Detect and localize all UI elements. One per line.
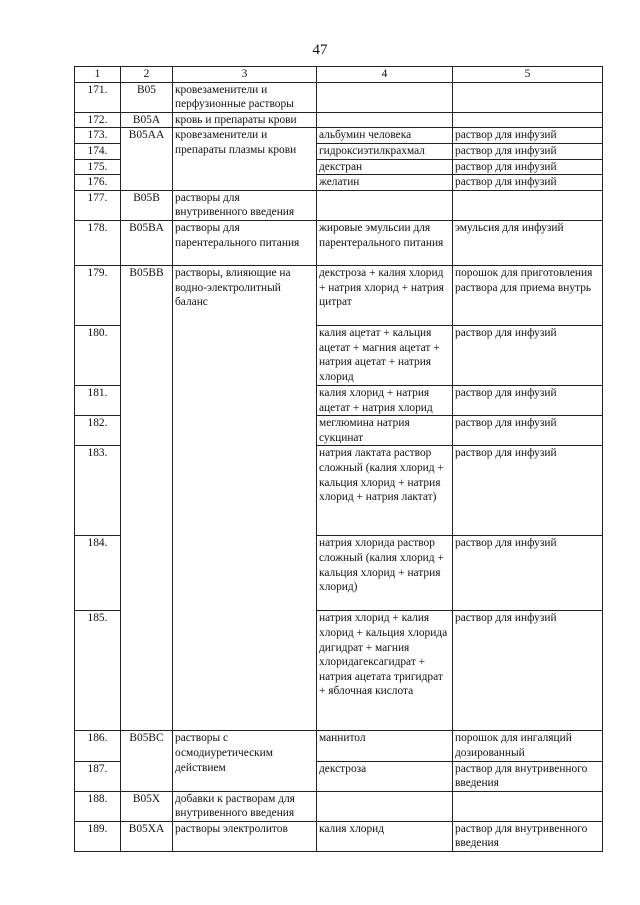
drug-name bbox=[317, 791, 453, 821]
table-row bbox=[75, 82, 603, 112]
atc-code: B05 bbox=[121, 82, 173, 112]
row-number: 182. bbox=[75, 416, 121, 446]
row-number: 185. bbox=[75, 611, 121, 731]
page-number: 47 bbox=[312, 42, 328, 58]
table-row bbox=[75, 791, 603, 821]
header-col-3: 3 bbox=[173, 67, 317, 83]
header-col-4: 4 bbox=[317, 67, 453, 83]
dosage-form: раствор для инфузий bbox=[453, 611, 603, 731]
dosage-form: раствор для инфузий bbox=[453, 446, 603, 536]
dosage-form: порошок для приготовления раствора для приема внутрь bbox=[453, 265, 603, 325]
row-number: 172. bbox=[75, 112, 121, 128]
drug-list-table bbox=[74, 66, 603, 852]
atc-group: растворы, влияющие на водно-электролитный баланс bbox=[173, 265, 317, 730]
dosage-form: раствор для инфузий bbox=[453, 536, 603, 611]
row-number: 188. bbox=[75, 791, 121, 821]
atc-code: B05B bbox=[121, 190, 173, 220]
table-row bbox=[75, 731, 603, 761]
row-number: 180. bbox=[75, 325, 121, 385]
row-number: 173. bbox=[75, 128, 121, 144]
atc-group: растворы для внутривенного введения bbox=[173, 190, 317, 220]
dosage-form: раствор для внутривенного введения bbox=[453, 821, 603, 851]
atc-code: B05BA bbox=[121, 220, 173, 265]
atc-group: кровь и препараты крови bbox=[173, 112, 317, 128]
row-number: 178. bbox=[75, 220, 121, 265]
drug-name: калия хлорид + натрия ацетат + натрия хлорид bbox=[317, 385, 453, 415]
header-col-5: 5 bbox=[453, 67, 603, 83]
drug-name: декстроза + калия хлорид + натрия хлорид + натрия цитрат bbox=[317, 265, 453, 325]
header-col-1: 1 bbox=[75, 67, 121, 83]
dosage-form: раствор для инфузий bbox=[453, 159, 603, 175]
dosage-form bbox=[453, 82, 603, 112]
atc-group: кровезаменители и препараты плазмы крови bbox=[173, 128, 317, 190]
dosage-form: раствор для инфузий bbox=[453, 128, 603, 144]
drug-name bbox=[317, 82, 453, 112]
row-number: 189. bbox=[75, 821, 121, 851]
row-number: 171. bbox=[75, 82, 121, 112]
row-number: 187. bbox=[75, 761, 121, 791]
atc-group: растворы для парентерального питания bbox=[173, 220, 317, 265]
row-number: 181. bbox=[75, 385, 121, 415]
dosage-form: раствор для инфузий bbox=[453, 175, 603, 191]
dosage-form bbox=[453, 112, 603, 128]
row-number: 174. bbox=[75, 143, 121, 159]
atc-code: B05XA bbox=[121, 821, 173, 851]
drug-name: маннитол bbox=[317, 731, 453, 761]
atc-code: B05BC bbox=[121, 731, 173, 791]
table-row bbox=[75, 220, 603, 265]
header-col-2: 2 bbox=[121, 67, 173, 83]
row-number: 176. bbox=[75, 175, 121, 191]
dosage-form: эмульсия для инфузий bbox=[453, 220, 603, 265]
table-row bbox=[75, 112, 603, 128]
drug-name: натрия хлорида раствор сложный (калия хлорид + кальция хлорид + натрия хлорид) bbox=[317, 536, 453, 611]
atc-code: B05BB bbox=[121, 265, 173, 730]
table-row bbox=[75, 190, 603, 220]
table-header-row bbox=[75, 67, 603, 83]
dosage-form bbox=[453, 190, 603, 220]
row-number: 175. bbox=[75, 159, 121, 175]
atc-group: растворы с осмодиуретическим действием bbox=[173, 731, 317, 791]
atc-group: кровезаменители и перфузионные растворы bbox=[173, 82, 317, 112]
drug-name: натрия лактата раствор сложный (калия хлорид + кальция хлорид + натрия хлорид + натрия лактат) bbox=[317, 446, 453, 536]
atc-code: B05X bbox=[121, 791, 173, 821]
row-number: 179. bbox=[75, 265, 121, 325]
drug-name: декстроза bbox=[317, 761, 453, 791]
row-number: 183. bbox=[75, 446, 121, 536]
drug-name: калия хлорид bbox=[317, 821, 453, 851]
dosage-form: раствор для инфузий bbox=[453, 143, 603, 159]
drug-name bbox=[317, 190, 453, 220]
drug-name: альбумин человека bbox=[317, 128, 453, 144]
dosage-form: порошок для ингаляций дозированный bbox=[453, 731, 603, 761]
row-number: 186. bbox=[75, 731, 121, 761]
table-row bbox=[75, 821, 603, 851]
dosage-form: раствор для инфузий bbox=[453, 385, 603, 415]
drug-name: жировые эмульсии для парентерального питания bbox=[317, 220, 453, 265]
row-number: 184. bbox=[75, 536, 121, 611]
drug-name: гидроксиэтилкрахмал bbox=[317, 143, 453, 159]
drug-name: декстран bbox=[317, 159, 453, 175]
dosage-form: раствор для внутривенного введения bbox=[453, 761, 603, 791]
atc-group: добавки к растворам для внутривенного введения bbox=[173, 791, 317, 821]
drug-name: натрия хлорид + калия хлорид + кальция хлорида дигидрат + магния хлоридагексагидрат + натрия ацетата тригидрат + яблочная кислота bbox=[317, 611, 453, 731]
drug-name: желатин bbox=[317, 175, 453, 191]
atc-code: B05A bbox=[121, 112, 173, 128]
drug-name: меглюмина натрия сукцинат bbox=[317, 416, 453, 446]
row-number: 177. bbox=[75, 190, 121, 220]
atc-code: B05AA bbox=[121, 128, 173, 190]
dosage-form: раствор для инфузий bbox=[453, 325, 603, 385]
drug-name: калия ацетат + кальция ацетат + магния ацетат + натрия ацетат + натрия хлорид bbox=[317, 325, 453, 385]
table-row bbox=[75, 265, 603, 325]
atc-group: растворы электролитов bbox=[173, 821, 317, 851]
dosage-form: раствор для инфузий bbox=[453, 416, 603, 446]
dosage-form bbox=[453, 791, 603, 821]
table-row bbox=[75, 128, 603, 144]
drug-name bbox=[317, 112, 453, 128]
